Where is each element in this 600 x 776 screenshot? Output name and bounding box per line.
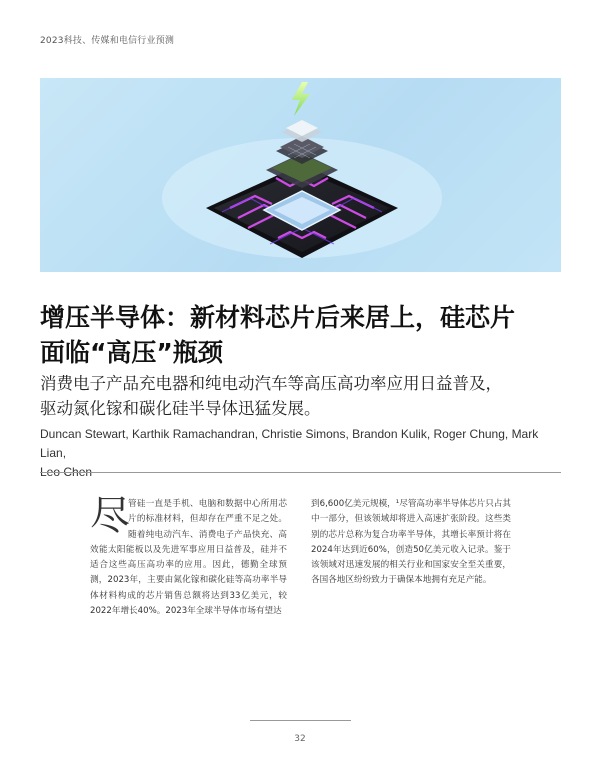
title-line-1: 增压半导体：新材料芯片后来居上，硅芯片 <box>40 303 516 332</box>
body-column-right <box>311 497 511 589</box>
drop-cap: 尽 <box>90 493 130 539</box>
divider <box>40 472 561 473</box>
footer-divider <box>250 720 351 721</box>
title-line-2: 面临“高压”瓶颈 <box>40 338 223 367</box>
authors-line-1: Duncan Stewart, Karthik Ramachandran, Christie Simons, Brandon Kulik, Roger Chung, Mark Lian, <box>40 427 539 460</box>
page-title <box>40 300 565 370</box>
body-text-right: 到6,600亿美元规模，¹尽管高功率半导体芯片只占其中一部分，但该领域却将进入高速扩张阶段。这些类别的芯片总称为复合功率半导体，其增长率预计将在2024年达到近60%，创造50亿美元收入记录。鉴于该领域对迅速发展的相关行业和国家安全至关重要，各国各地区纷纷致力于确保本地拥有充足产能。 <box>311 499 511 586</box>
body-text-left: 管硅一直是手机、电脑和数据中心所用芯片的标准材料，但却存在严重不足之处。随着纯电动汽车、消费电子产品快充、高效能太阳能板以及先进军事应用日益普及，硅并不适合这些高压高功率的应用。因此，德勤全球预测，2023年，主要由氮化镓和碳化硅等高功率半导体材料构成的芯片销售总额将达到33亿美元，较2022年增长40%。2023年全球半导体市场有望达 <box>90 499 287 617</box>
subtitle <box>40 371 565 421</box>
hero-image <box>40 78 561 272</box>
subtitle-line-1: 消费电子产品充电器和纯电动汽车等高压高功率应用日益普及， <box>40 374 502 393</box>
page-number: 32 <box>294 734 306 744</box>
authors-line-2: Leo Chen <box>40 465 93 479</box>
subtitle-line-2: 驱动氮化镓和碳化硅半导体迅猛发展。 <box>40 399 321 418</box>
page-header: 2023科技、传媒和电信行业预测 <box>40 36 175 46</box>
chip-illustration-icon <box>40 78 561 272</box>
body-column-left <box>90 493 287 619</box>
authors <box>40 425 565 482</box>
